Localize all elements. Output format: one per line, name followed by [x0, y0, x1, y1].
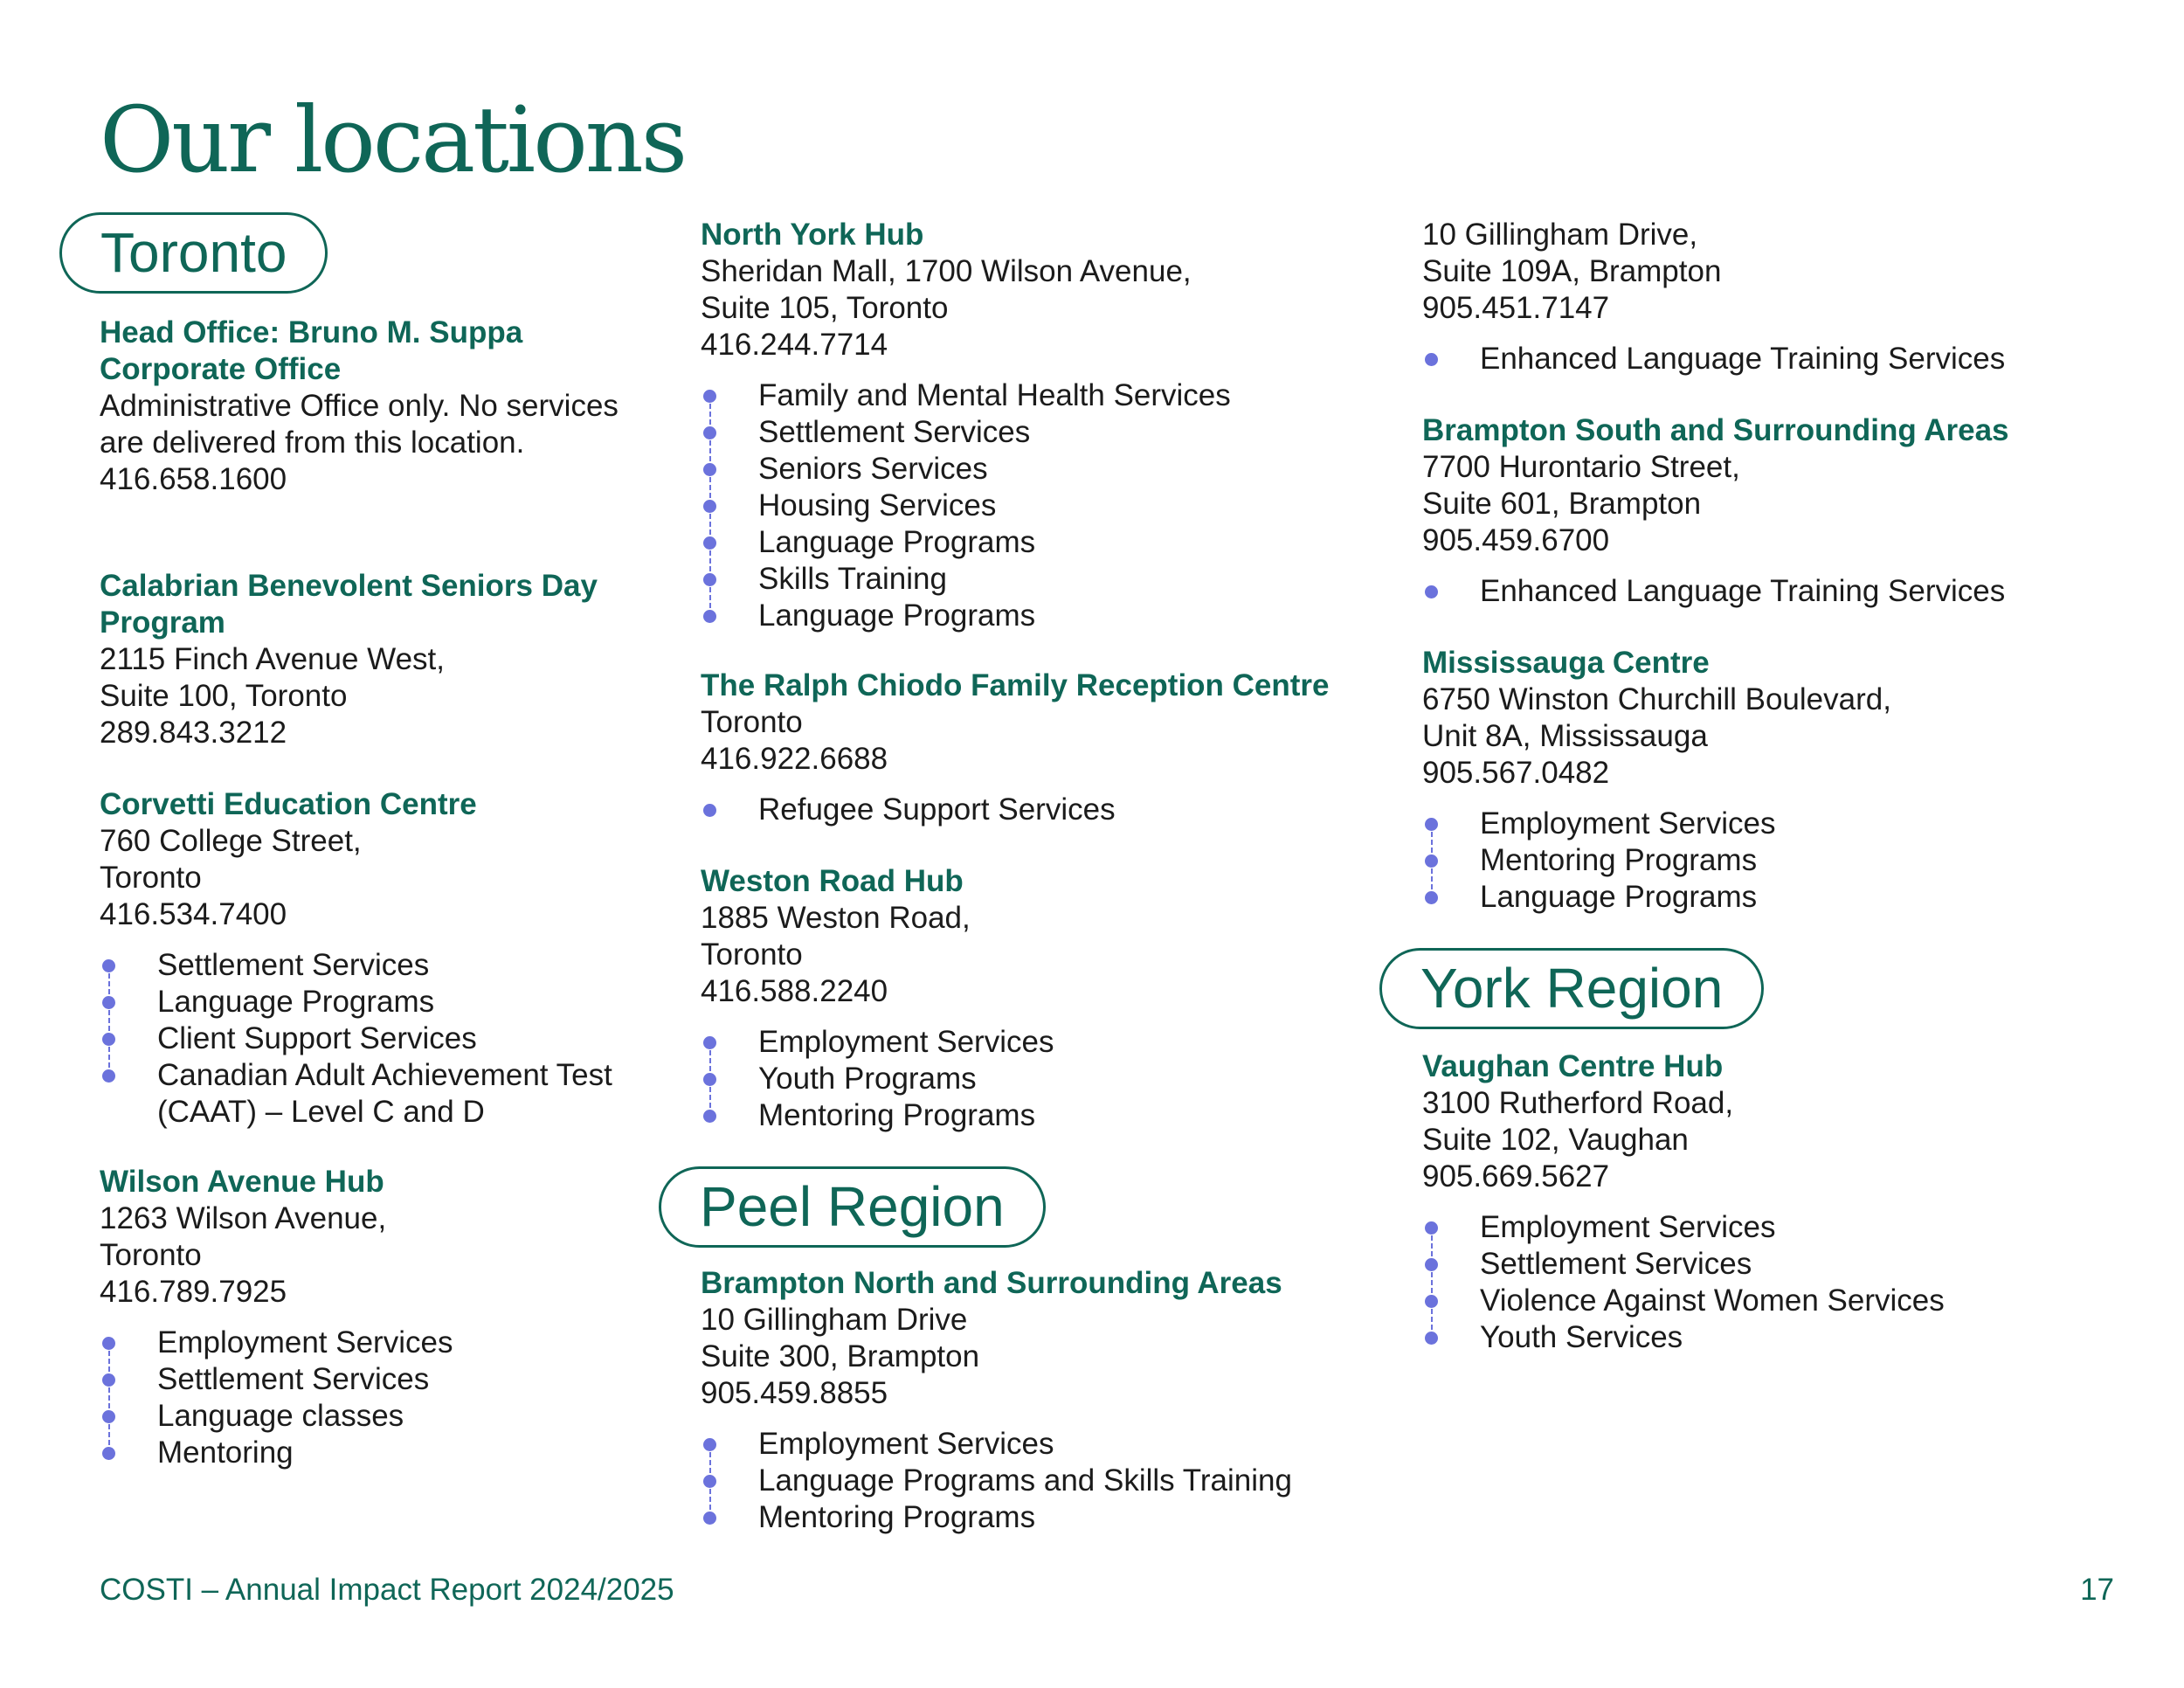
location-brampton-north [701, 1265, 1365, 1536]
location-phone: 905.459.8855 [701, 1376, 888, 1410]
service-item: Language Programs and Skills Training [701, 1463, 1365, 1499]
service-item: Mentoring Programs [1422, 842, 2086, 879]
location-wilson [100, 1164, 624, 1471]
service-item: Settlement Services [100, 947, 624, 984]
footer-report-title: COSTI – Annual Impact Report 2024/2025 [100, 1573, 674, 1607]
service-item: Refugee Support Services [701, 792, 1365, 828]
location-name: Vaughan Centre Hub [1422, 1049, 1724, 1083]
location-ralph-chiodo [701, 668, 1365, 828]
location-address: Toronto [100, 861, 202, 895]
location-address: 10 Gillingham Drive [701, 1303, 968, 1337]
location-address: Suite 300, Brampton [701, 1339, 980, 1373]
service-item: Settlement Services [701, 414, 1365, 451]
service-item: Mentoring Programs [701, 1499, 1365, 1536]
location-address: Sheridan Mall, 1700 Wilson Avenue, [701, 254, 1192, 288]
service-item: Employment Services [701, 1426, 1365, 1463]
location-mississauga [1422, 645, 2086, 916]
service-item: Employment Services [100, 1325, 624, 1361]
location-name: The Ralph Chiodo Family Reception Centre [701, 668, 1330, 702]
location-address: Suite 102, Vaughan [1422, 1123, 1689, 1157]
service-item: Language Programs [100, 984, 624, 1020]
service-item: Family and Mental Health Services [701, 377, 1365, 414]
service-item: Employment Services [1422, 806, 2086, 842]
location-name: Wilson Avenue Hub [100, 1165, 384, 1199]
service-item: Canadian Adult Achievement Test (CAAT) – Level C and D [100, 1057, 624, 1131]
page-title: Our locations [100, 86, 686, 193]
location-vaughan [1422, 1048, 2086, 1356]
location-name: North York Hub [701, 218, 924, 252]
location-phone: 416.658.1600 [100, 462, 287, 496]
service-list [1422, 806, 2086, 916]
location-address: Administrative Office only. No services are delivered from this location. [100, 389, 619, 460]
location-address: Suite 100, Toronto [100, 679, 348, 713]
service-list [1422, 341, 2086, 377]
service-item: Client Support Services [100, 1020, 624, 1057]
service-item: Language Programs [1422, 879, 2086, 916]
location-address: 10 Gillingham Drive, [1422, 218, 1698, 252]
service-item: Enhanced Language Training Services [1422, 341, 2086, 377]
service-item: Settlement Services [1422, 1246, 2086, 1283]
service-list [1422, 573, 2086, 610]
location-phone: 416.244.7714 [701, 328, 888, 362]
location-address: Suite 105, Toronto [701, 291, 949, 325]
service-list [701, 1024, 1365, 1134]
service-item: Employment Services [701, 1024, 1365, 1061]
location-phone: 905.451.7147 [1422, 291, 1610, 325]
location-phone: 905.567.0482 [1422, 756, 1610, 790]
location-name: Corvetti Education Centre [100, 787, 477, 821]
service-item: Seniors Services [701, 451, 1365, 488]
location-address: 7700 Hurontario Street, [1422, 450, 1740, 484]
location-address: Unit 8A, Mississauga [1422, 719, 1708, 753]
service-item: Mentoring [100, 1435, 624, 1471]
service-list [701, 792, 1365, 828]
location-address: Toronto [701, 937, 803, 972]
service-item: Housing Services [701, 488, 1365, 524]
page-number: 17 [2080, 1573, 2114, 1607]
location-address: 2115 Finch Avenue West, [100, 642, 445, 676]
service-list [1422, 1209, 2086, 1356]
location-address: 760 College Street, [100, 824, 362, 858]
location-name: Head Office: Bruno M. Suppa Corporate Office [100, 315, 523, 386]
region-heading-toronto: Toronto [59, 212, 328, 294]
location-weston [701, 863, 1365, 1134]
location-address: Suite 109A, Brampton [1422, 254, 1722, 288]
location-address: 1885 Weston Road, [701, 901, 971, 935]
service-list [100, 947, 624, 1131]
service-item: Enhanced Language Training Services [1422, 573, 2086, 610]
region-heading-york: York Region [1379, 948, 1764, 1029]
service-item: Language Programs [701, 598, 1365, 634]
service-item: Language Programs [701, 524, 1365, 561]
location-gillingham-109a [1422, 217, 2086, 377]
location-name: Brampton North and Surrounding Areas [701, 1266, 1282, 1300]
location-address: 1263 Wilson Avenue, [100, 1201, 387, 1235]
service-item: Violence Against Women Services [1422, 1283, 2086, 1319]
location-north-york [701, 217, 1365, 634]
service-item: Employment Services [1422, 1209, 2086, 1246]
location-name: Weston Road Hub [701, 864, 964, 898]
service-list [701, 1426, 1365, 1536]
location-phone: 416.534.7400 [100, 897, 287, 931]
location-phone: 416.922.6688 [701, 742, 888, 776]
location-address: Toronto [701, 705, 803, 739]
location-address: Suite 601, Brampton [1422, 487, 1702, 521]
location-phone: 289.843.3212 [100, 716, 287, 750]
service-list [100, 1325, 624, 1471]
service-item: Skills Training [701, 561, 1365, 598]
location-corvetti [100, 786, 624, 1131]
service-item: Youth Programs [701, 1061, 1365, 1097]
location-head-office [100, 315, 624, 498]
location-phone: 416.789.7925 [100, 1275, 287, 1309]
location-calabrian [100, 568, 624, 751]
service-item: Mentoring Programs [701, 1097, 1365, 1134]
location-address: 6750 Winston Churchill Boulevard, [1422, 682, 1891, 716]
location-phone: 905.459.6700 [1422, 523, 1610, 557]
service-item: Language classes [100, 1398, 624, 1435]
location-name: Brampton South and Surrounding Areas [1422, 413, 2009, 447]
location-phone: 416.588.2240 [701, 974, 888, 1008]
location-name: Calabrian Benevolent Seniors Day Program [100, 569, 598, 640]
region-heading-peel: Peel Region [659, 1166, 1046, 1248]
location-phone: 905.669.5627 [1422, 1159, 1610, 1193]
location-address: 3100 Rutherford Road, [1422, 1086, 1734, 1120]
location-address: Toronto [100, 1238, 202, 1272]
service-list [701, 377, 1365, 634]
service-item: Youth Services [1422, 1319, 2086, 1356]
location-name: Mississauga Centre [1422, 646, 1710, 680]
service-item: Settlement Services [100, 1361, 624, 1398]
location-brampton-south [1422, 412, 2086, 610]
